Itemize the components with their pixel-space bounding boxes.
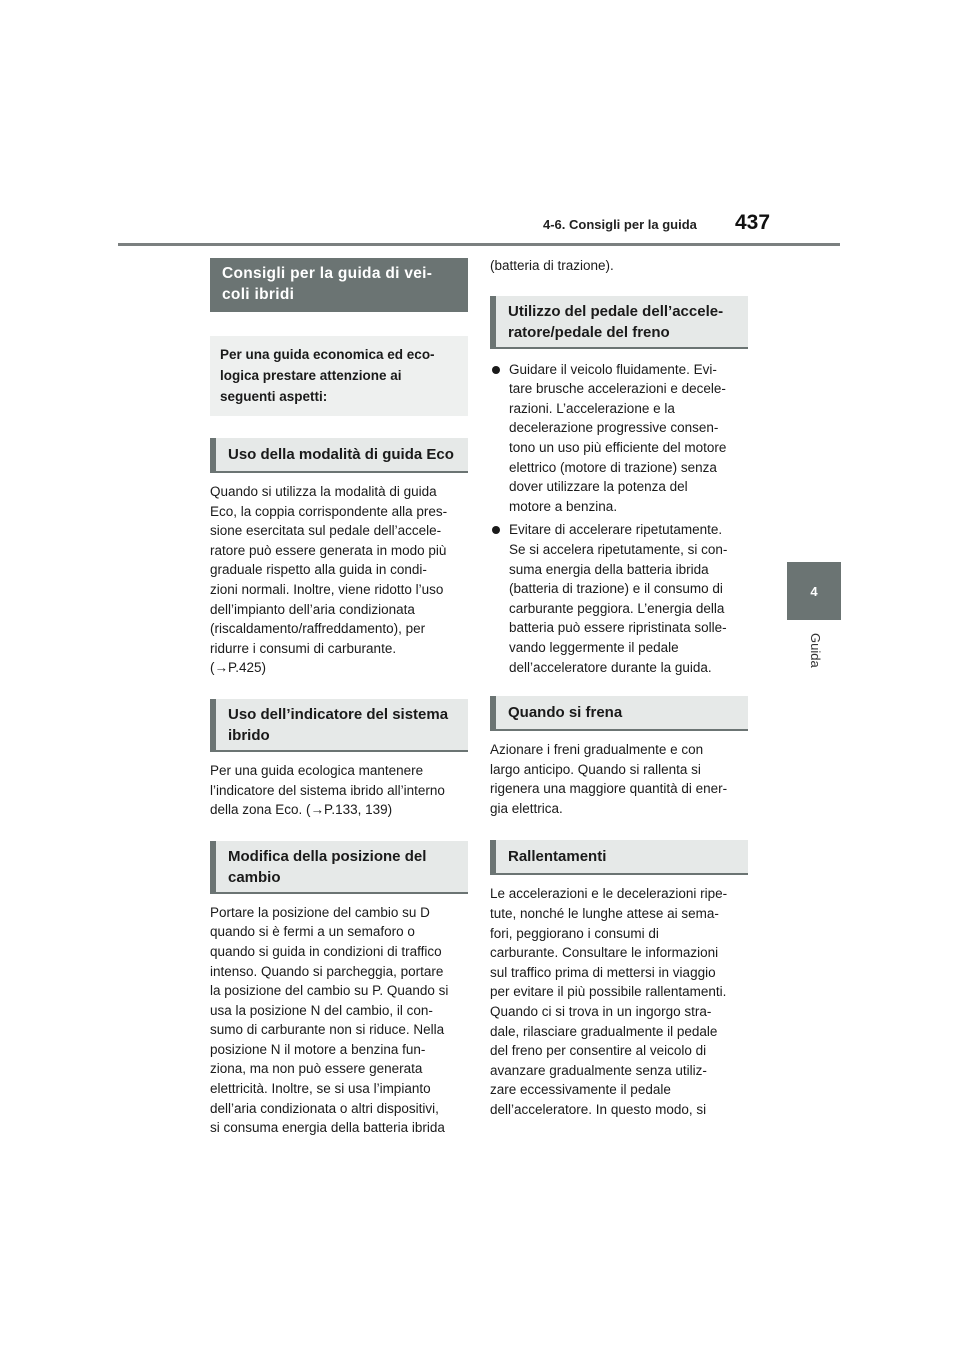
- shift-position-section: [210, 841, 468, 1138]
- pedal-tips-list: [490, 360, 748, 678]
- section-body: Portare la posizione del cambio su D quando si è fermi a un semaforo o quando si guida in condizioni di traffico intenso. Quando si parcheggia, portare la posizione del cambio su P. Quando si usa la posizione N del cambio, il con- sumo di carburante non si riduce. Nella posizione N il motore a benzina fun- ziona, ma non può essere generata elettricità. Inoltre, se si usa l’impianto dell’aria condizionata o altri dispositivi, si consuma energia della batteria ibrida: [210, 904, 449, 1136]
- hybrid-indicator-section: [210, 699, 468, 820]
- section-heading: Uso dell’indicatore del sistema ibrido: [210, 699, 468, 752]
- list-item: [490, 520, 748, 677]
- right-column: [490, 256, 748, 1120]
- section-heading: Utilizzo del pedale dell’accele- ratore/pedale del freno: [490, 296, 748, 349]
- section-body: Azionare i freni gradualmente e con largo anticipo. Quando si rallenta si rigenera una maggiore quantità di ener- gia elettrica.: [490, 742, 728, 816]
- header-section-title: 4-6. Consigli per la guida: [543, 217, 697, 232]
- slowdown-section: [490, 840, 748, 1119]
- chapter-label: Guida: [808, 633, 823, 668]
- header-divider: [118, 243, 840, 246]
- main-title: Consigli per la guida di vei- coli ibridi: [210, 258, 468, 312]
- section-heading: Rallentamenti: [490, 840, 748, 875]
- eco-mode-section: [210, 438, 468, 678]
- bullet-icon: [492, 526, 500, 534]
- chapter-tab: 4: [787, 562, 841, 620]
- pedal-section: [490, 296, 748, 678]
- intro-box: Per una guida economica ed eco- logica prestare attenzione ai seguenti aspetti:: [210, 336, 468, 416]
- section-body: Per una guida ecologica mantenere l’indicatore del sistema ibrido all’interno della zona Eco. (→P.133, 139): [210, 762, 445, 818]
- list-item: [490, 360, 748, 517]
- list-item-text: Evitare di accelerare ripetutamente. Se si accelera ripetutamente, si con- suma energia della batteria ibrida (batteria di trazione) e il consumo di carburante peggiora. L’energia della batteria può essere ripristinata solle- vando leggermente il pedale dell’acceleratore durante la guida.: [509, 522, 728, 675]
- left-column: [210, 258, 468, 1138]
- section-heading: Uso della modalità di guida Eco: [210, 438, 468, 473]
- page-number: 437: [735, 211, 771, 234]
- bullet-icon: [492, 366, 500, 374]
- continuation-text: (batteria di trazione).: [490, 258, 614, 273]
- section-heading: Modifica della posizione del cambio: [210, 841, 468, 894]
- section-heading: Quando si frena: [490, 696, 748, 731]
- list-item-text: Guidare il veicolo fluidamente. Evi- tare brusche accelerazioni e decele- razioni. L’accelerazione e la decelerazione progressive consen- tono un uso più efficiente del motore elettrico (motore di trazione) senza dover utilizzare la potenza del motore a benzina.: [509, 361, 727, 514]
- braking-section: [490, 696, 748, 818]
- section-body: Quando si utilizza la modalità di guida Eco, la coppia corrispondente alla pres- sione esercitata sul pedale dell’accele- ratore può essere generata in modo più graduale rispetto alla guida in condi- zioni normali. Inoltre, viene ridotto l’uso dell’impianto dell’aria condizionata (riscaldamento/raffreddamento), per ridurre i consumi di carburante. (→P.425): [210, 484, 448, 676]
- section-body: Le accelerazioni e le decelerazioni ripe- tute, nonché le lunghe attese ai sema- fori, peggiorano i consumi di carburante. Consultare le informazioni sul traffico prima di mettersi in viaggio per evitare il più possibile rallentamenti. Quando ci si trova in un ingorgo stra- dale, rilasciare gradualmente il pedale del freno per consentire al veicolo di avanzare gradualmente senza utiliz- zare eccessivamente il pedale dell’acceleratore. In questo modo, si: [490, 886, 728, 1117]
